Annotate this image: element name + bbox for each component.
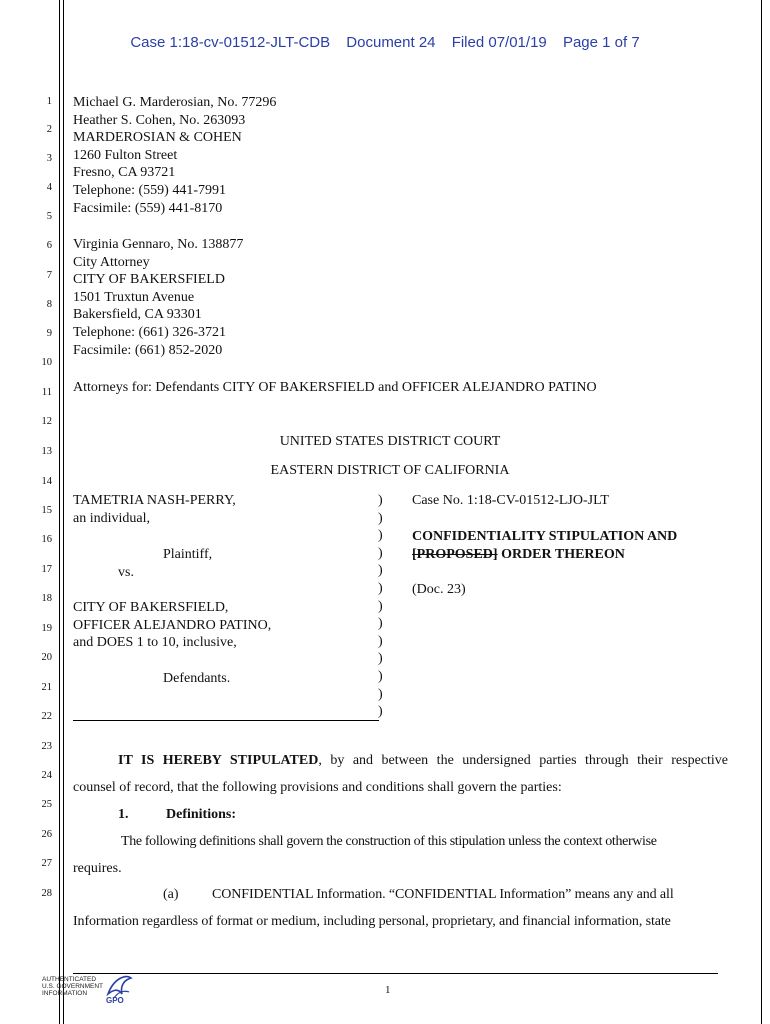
counsel-line: 1260 Fulton Street — [73, 147, 178, 163]
paren: ) — [378, 616, 383, 632]
caption-parentheses — [378, 492, 383, 721]
requires: requires. — [73, 861, 122, 876]
paren: ) — [378, 651, 383, 667]
line-number: 15 — [41, 505, 52, 516]
document-number: Document 24 — [346, 34, 436, 51]
line-number: 11 — [41, 387, 52, 398]
counsel-line: Facsimile: (661) 852-2020 — [73, 342, 223, 358]
footer-rule — [73, 973, 718, 974]
line-number: 26 — [41, 829, 52, 840]
gpo-text — [42, 976, 103, 997]
plaintiff-name: TAMETRIA NASH-PERRY, — [73, 493, 236, 508]
versus: vs. — [118, 565, 134, 580]
page-number: 1 — [385, 984, 391, 996]
paren: ) — [378, 668, 383, 684]
line-number: 8 — [46, 299, 52, 310]
stipulation-opening — [118, 753, 728, 769]
counsel-line: CITY OF BAKERSFIELD — [73, 272, 225, 288]
caption-underline — [73, 720, 379, 721]
line-number: 19 — [41, 623, 52, 634]
information-line: Information regardless of format or medium, including personal, proprietary, and financial information, state — [73, 914, 671, 929]
plaintiff-counsel-block — [73, 94, 276, 217]
paren: ) — [378, 686, 383, 702]
plaintiff-description: an individual, — [73, 511, 150, 526]
counsel-line: Bakersfield, CA 93301 — [73, 307, 202, 323]
stipulated-rest: , by and between the undersigned parties through their respective — [318, 753, 728, 768]
definitions-intro: The following definitions shall govern the construction of this stipulation unless the context otherwise — [121, 834, 657, 849]
counsel-line: City Attorney — [73, 254, 150, 270]
counsel-line: Facsimile: (559) 441-8170 — [73, 200, 223, 216]
attorneys-for: Attorneys for: Defendants CITY OF BAKERSFIELD and OFFICER ALEJANDRO PATINO — [73, 380, 597, 395]
paren: ) — [378, 563, 383, 579]
line-number: 18 — [41, 593, 52, 604]
city-counsel-block — [73, 236, 243, 359]
counsel-line: Telephone: (661) 326-3721 — [73, 324, 226, 340]
line-number: 25 — [41, 799, 52, 810]
counsel-line: 1501 Truxtun Avenue — [73, 289, 195, 305]
line-number: 5 — [46, 211, 52, 222]
paren: ) — [378, 598, 383, 614]
paren: ) — [378, 580, 383, 596]
pleading-left-rule — [59, 0, 60, 1024]
court-district: EASTERN DISTRICT OF CALIFORNIA — [270, 463, 510, 478]
counsel-line: MARDEROSIAN & COHEN — [73, 130, 242, 146]
subsection-label: (a) — [163, 887, 179, 902]
stipulated-bold: IT IS HEREBY STIPULATED — [118, 753, 319, 768]
defendant-does: and DOES 1 to 10, inclusive, — [73, 635, 237, 650]
document-title-line1: CONFIDENTIALITY STIPULATION AND — [412, 529, 678, 544]
ecf-header — [0, 34, 770, 51]
line-number: 14 — [41, 476, 52, 487]
line-number: 12 — [41, 416, 52, 427]
line-number: 4 — [46, 182, 52, 193]
gpo-text-line: AUTHENTICATED — [42, 976, 97, 983]
pleading-left-rule-inner — [63, 0, 64, 1024]
line-number: 16 — [41, 534, 52, 545]
counsel-line: Heather S. Cohen, No. 263093 — [73, 112, 246, 128]
counsel-line: Michael G. Marderosian, No. 77296 — [73, 95, 277, 110]
filed-date: Filed 07/01/19 — [451, 34, 547, 51]
gpo-text-line: INFORMATION — [42, 990, 88, 997]
defendant-role: Defendants. — [163, 671, 231, 686]
confidential-definition: CONFIDENTIAL Information. “CONFIDENTIAL Information” means any and all — [212, 887, 674, 902]
paren: ) — [378, 704, 383, 720]
gpo-text-line: U.S. GOVERNMENT — [42, 983, 104, 990]
line-number: 27 — [41, 858, 52, 869]
court-name: UNITED STATES DISTRICT COURT — [279, 434, 501, 449]
document-title-line2 — [412, 546, 625, 564]
case-number: Case 1:18-cv-01512-JLT-CDB — [130, 34, 331, 51]
paren: ) — [378, 510, 383, 526]
line-number: 21 — [41, 682, 52, 693]
counsel-line: Fresno, CA 93721 — [73, 165, 176, 181]
doc-reference: (Doc. 23) — [412, 582, 466, 597]
defendant-officer: OFFICER ALEJANDRO PATINO, — [73, 618, 272, 633]
line-number: 22 — [41, 711, 52, 722]
proposed-strikethrough: [PROPOSED] — [412, 547, 498, 562]
paren: ) — [378, 493, 383, 508]
counsel-line: Virginia Gennaro, No. 138877 — [73, 237, 244, 252]
defendant-city: CITY OF BAKERSFIELD, — [73, 600, 229, 615]
line-number: 2 — [46, 124, 52, 135]
line-number: 23 — [41, 741, 52, 752]
page-count: Page 1 of 7 — [562, 34, 640, 51]
plaintiff-role: Plaintiff, — [163, 547, 213, 562]
gpo-mark: GPO — [106, 996, 124, 1005]
paren: ) — [378, 633, 383, 649]
line-number: 6 — [46, 240, 52, 251]
line-number: 28 — [41, 888, 52, 899]
line-number: 3 — [46, 153, 52, 164]
section-title: Definitions: — [166, 807, 236, 822]
line-number: 9 — [46, 328, 52, 339]
order-thereon: ORDER THEREON — [497, 547, 625, 562]
line-number: 7 — [46, 270, 52, 281]
counsel-of-record-line: counsel of record, that the following provisions and conditions shall govern the parties: — [73, 780, 562, 795]
line-number: 10 — [41, 357, 52, 368]
line-number: 1 — [46, 96, 52, 107]
case-no: Case No. 1:18-CV-01512-LJO-JLT — [412, 493, 609, 508]
line-number: 24 — [41, 770, 52, 781]
line-number: 20 — [41, 652, 52, 663]
paren: ) — [378, 545, 383, 561]
line-number: 13 — [41, 446, 52, 457]
line-number: 17 — [41, 564, 52, 575]
counsel-line: Telephone: (559) 441-7991 — [73, 182, 226, 198]
pleading-right-rule — [761, 0, 762, 1024]
section-number: 1. — [118, 807, 129, 822]
paren: ) — [378, 528, 383, 544]
gpo-authentication-seal — [42, 972, 134, 1016]
